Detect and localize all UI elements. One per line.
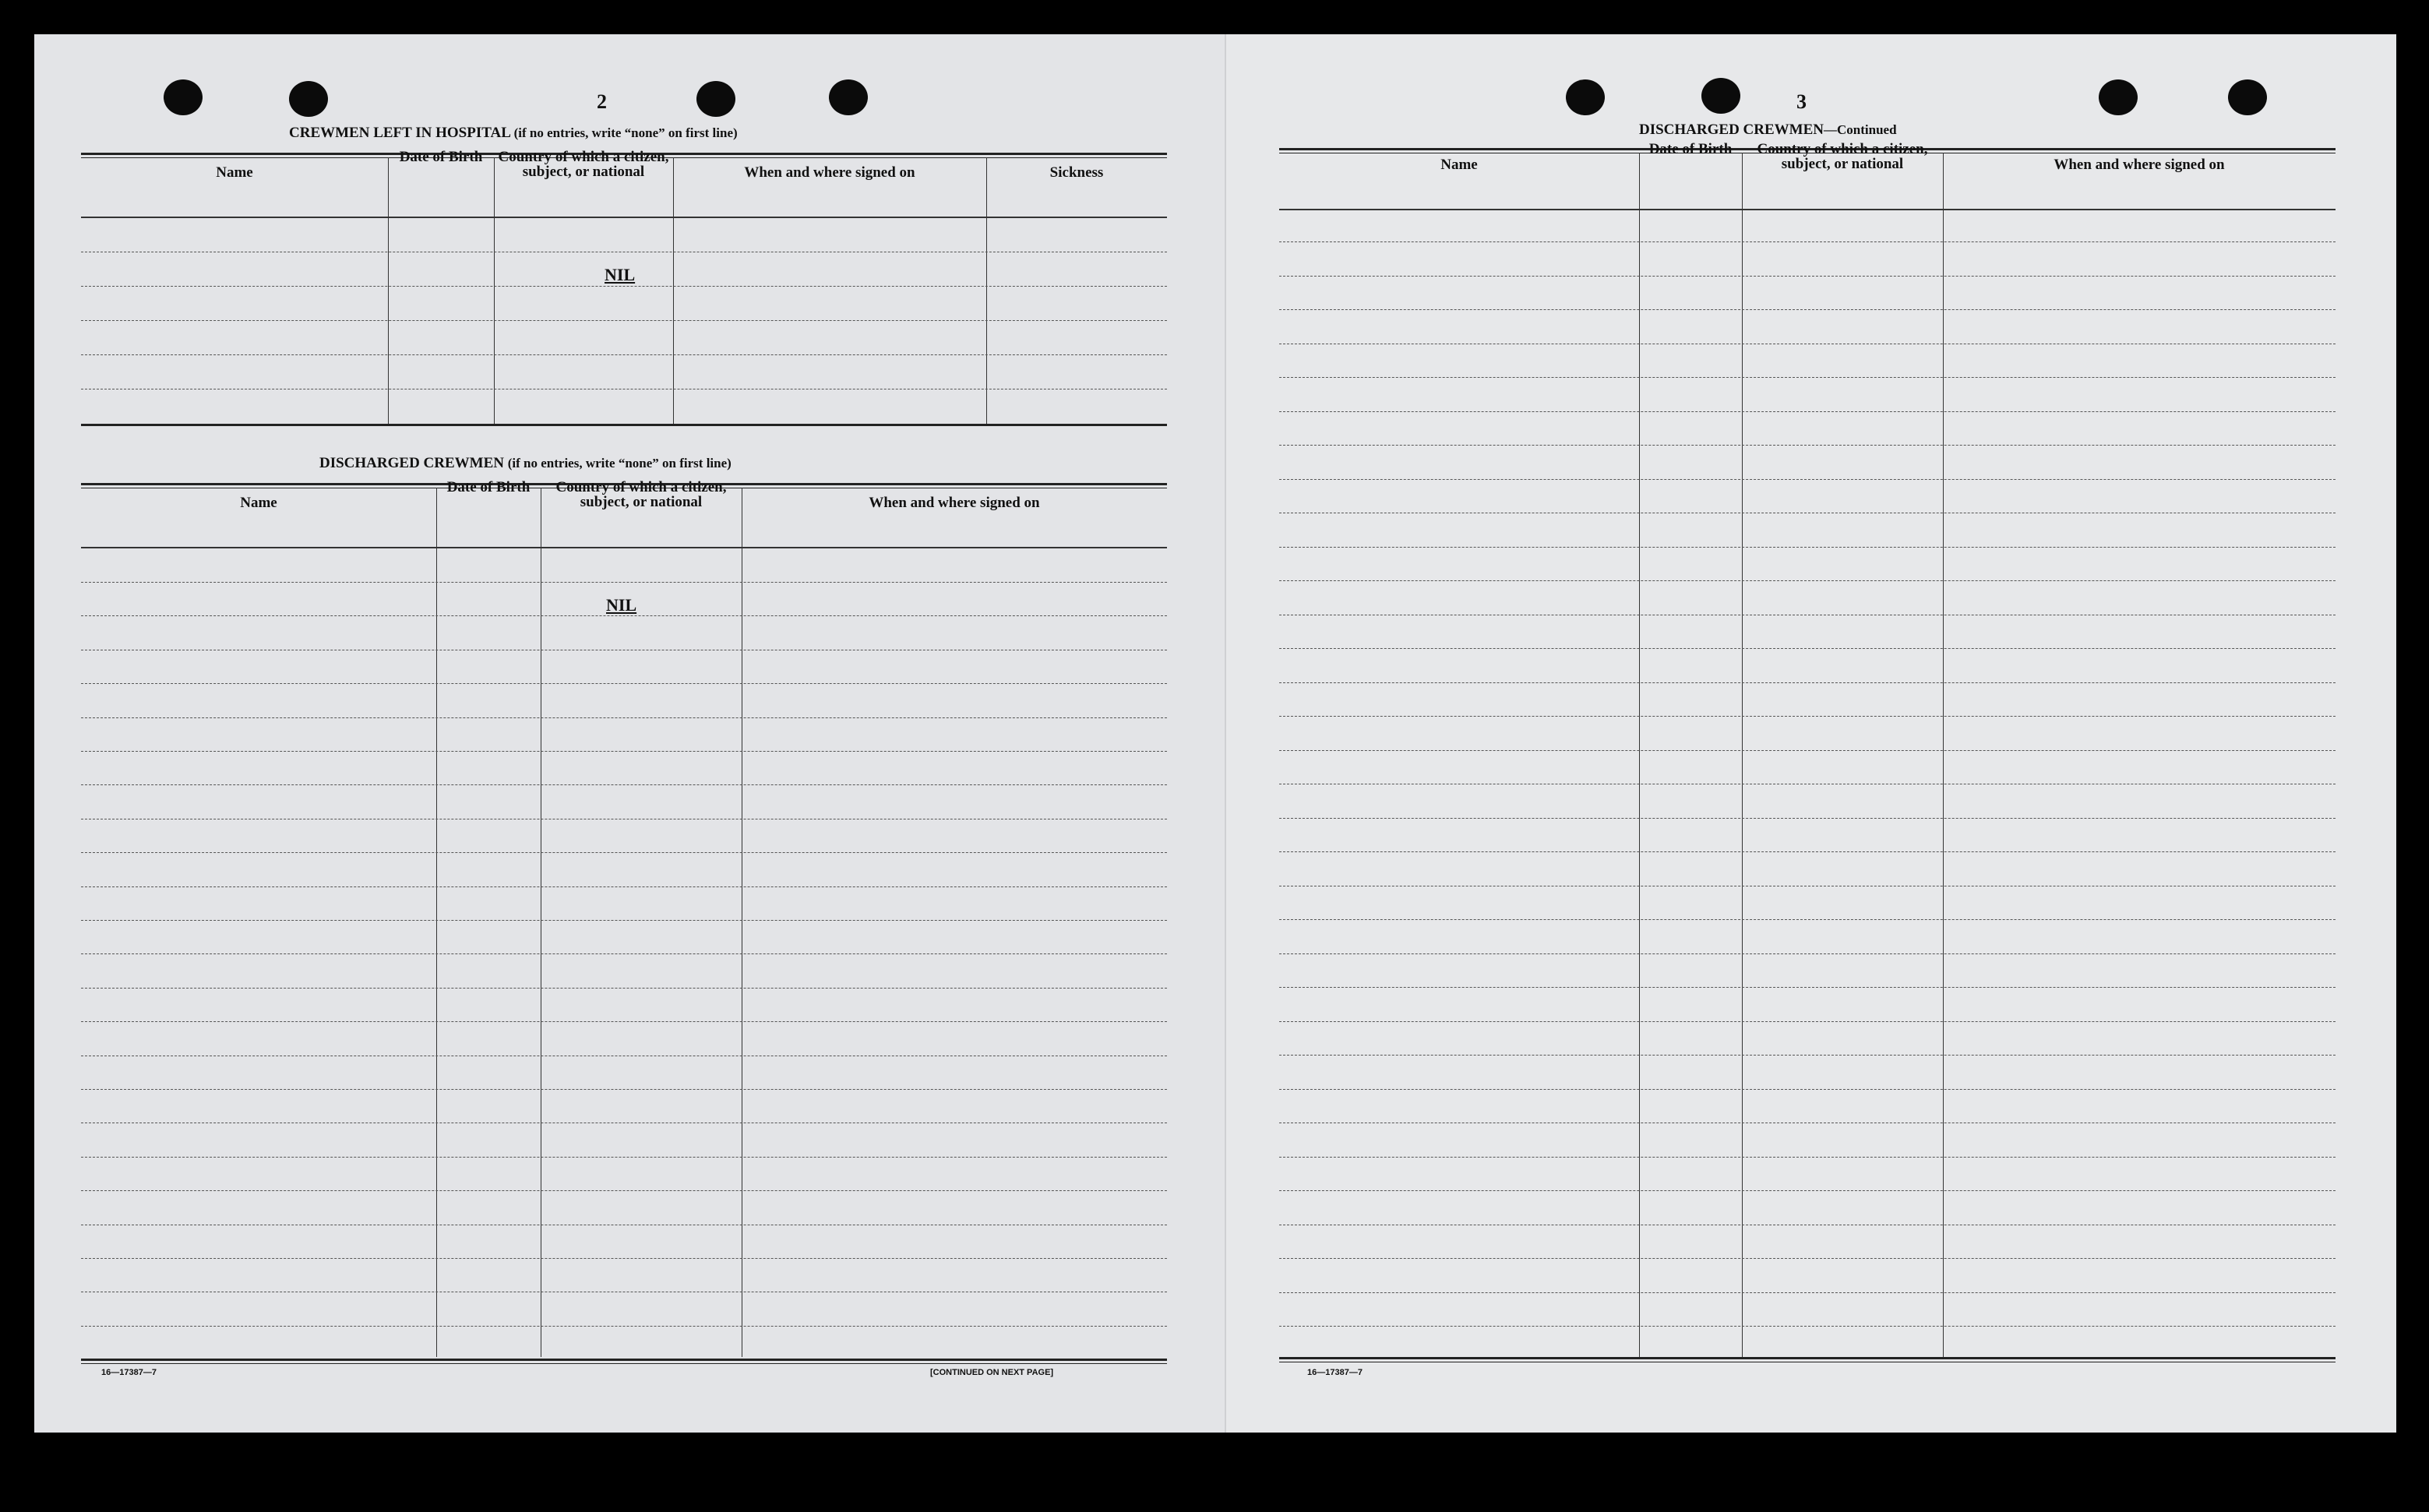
table-row bbox=[1279, 1157, 2336, 1158]
table-row bbox=[81, 1157, 1167, 1158]
column-signed-on: When and where signed on bbox=[869, 495, 1040, 511]
table-row bbox=[1279, 682, 2336, 683]
nil-entry: NIL bbox=[605, 265, 636, 284]
column-country: Country of which a citizen, subject, or national bbox=[555, 479, 727, 510]
punch-hole bbox=[289, 81, 328, 117]
table-row bbox=[81, 988, 1167, 989]
table-row bbox=[1279, 479, 2336, 480]
table-row bbox=[81, 784, 1167, 785]
column-country: Country of which a citizen, subject, or national bbox=[1757, 141, 1928, 172]
discharged-continued-table bbox=[1279, 141, 2336, 1402]
table-row bbox=[1279, 547, 2336, 548]
table-row bbox=[1279, 1190, 2336, 1191]
table-row bbox=[81, 886, 1167, 887]
column-signed-on: When and where signed on bbox=[2054, 157, 2225, 173]
table-row bbox=[81, 852, 1167, 853]
discharged-continued-title: DISCHARGED CREWMEN—Continued bbox=[1639, 122, 1897, 138]
table-row bbox=[1279, 1292, 2336, 1293]
punch-hole bbox=[696, 81, 735, 117]
column-date-of-birth: Date of Birth bbox=[1648, 141, 1733, 157]
table-row bbox=[81, 1190, 1167, 1191]
table-row bbox=[81, 320, 1167, 321]
table-row bbox=[1279, 648, 2336, 649]
table-row bbox=[1279, 1021, 2336, 1022]
table-row bbox=[81, 953, 1167, 954]
punch-hole bbox=[1566, 79, 1605, 115]
form-number: 16—17387—7 bbox=[1307, 1368, 1363, 1377]
table-row bbox=[1279, 309, 2336, 310]
left-page bbox=[34, 34, 1226, 1433]
punch-hole bbox=[164, 79, 203, 115]
table-row bbox=[81, 582, 1167, 583]
table-row bbox=[81, 1089, 1167, 1090]
table-row bbox=[81, 717, 1167, 718]
table-row bbox=[1279, 1055, 2336, 1056]
table-row bbox=[1279, 987, 2336, 988]
page-number: 2 bbox=[597, 90, 607, 113]
column-signed-on: When and where signed on bbox=[744, 164, 915, 181]
table-row bbox=[1279, 851, 2336, 852]
table-row bbox=[1279, 241, 2336, 242]
nil-entry: NIL bbox=[606, 595, 637, 615]
column-name: Name bbox=[240, 495, 277, 511]
table-row bbox=[81, 751, 1167, 752]
discharged-section-title: DISCHARGED CREWMEN (if no entries, write “none” on first line) bbox=[319, 455, 732, 471]
column-date-of-birth: Date of Birth bbox=[399, 149, 483, 165]
table-row bbox=[1279, 1326, 2336, 1327]
continued-note: [CONTINUED ON NEXT PAGE] bbox=[930, 1368, 1054, 1377]
form-number: 16—17387—7 bbox=[101, 1368, 157, 1377]
table-row bbox=[1279, 377, 2336, 378]
table-row bbox=[81, 1021, 1167, 1022]
table-row bbox=[1279, 276, 2336, 277]
table-row bbox=[81, 1326, 1167, 1327]
table-row bbox=[1279, 953, 2336, 954]
column-date-of-birth: Date of Birth bbox=[446, 479, 531, 495]
table-row bbox=[81, 683, 1167, 684]
hospital-table bbox=[81, 149, 1167, 461]
table-row bbox=[1279, 1089, 2336, 1090]
table-row bbox=[81, 1258, 1167, 1259]
table-row bbox=[1279, 411, 2336, 412]
punch-hole bbox=[829, 79, 868, 115]
table-row bbox=[1279, 750, 2336, 751]
table-row bbox=[1279, 580, 2336, 581]
table-row bbox=[1279, 919, 2336, 920]
column-country: Country of which a citizen, subject, or national bbox=[498, 149, 669, 180]
table-row bbox=[81, 354, 1167, 355]
table-row bbox=[1279, 818, 2336, 819]
punch-hole bbox=[2099, 79, 2138, 115]
column-name: Name bbox=[1440, 157, 1478, 173]
column-name: Name bbox=[216, 164, 253, 181]
discharged-table bbox=[81, 479, 1167, 1402]
table-row bbox=[81, 920, 1167, 921]
table-row bbox=[81, 615, 1167, 616]
table-row bbox=[1279, 1258, 2336, 1259]
page-number: 3 bbox=[1796, 90, 1807, 113]
table-row bbox=[81, 286, 1167, 287]
punch-hole bbox=[1701, 78, 1740, 114]
column-sickness: Sickness bbox=[1049, 164, 1104, 181]
hospital-section-title: CREWMEN LEFT IN HOSPITAL (if no entries, write “none” on first line) bbox=[289, 125, 738, 141]
punch-hole bbox=[2228, 79, 2267, 115]
table-row bbox=[1279, 445, 2336, 446]
table-row bbox=[1279, 716, 2336, 717]
right-page bbox=[1226, 34, 2396, 1433]
